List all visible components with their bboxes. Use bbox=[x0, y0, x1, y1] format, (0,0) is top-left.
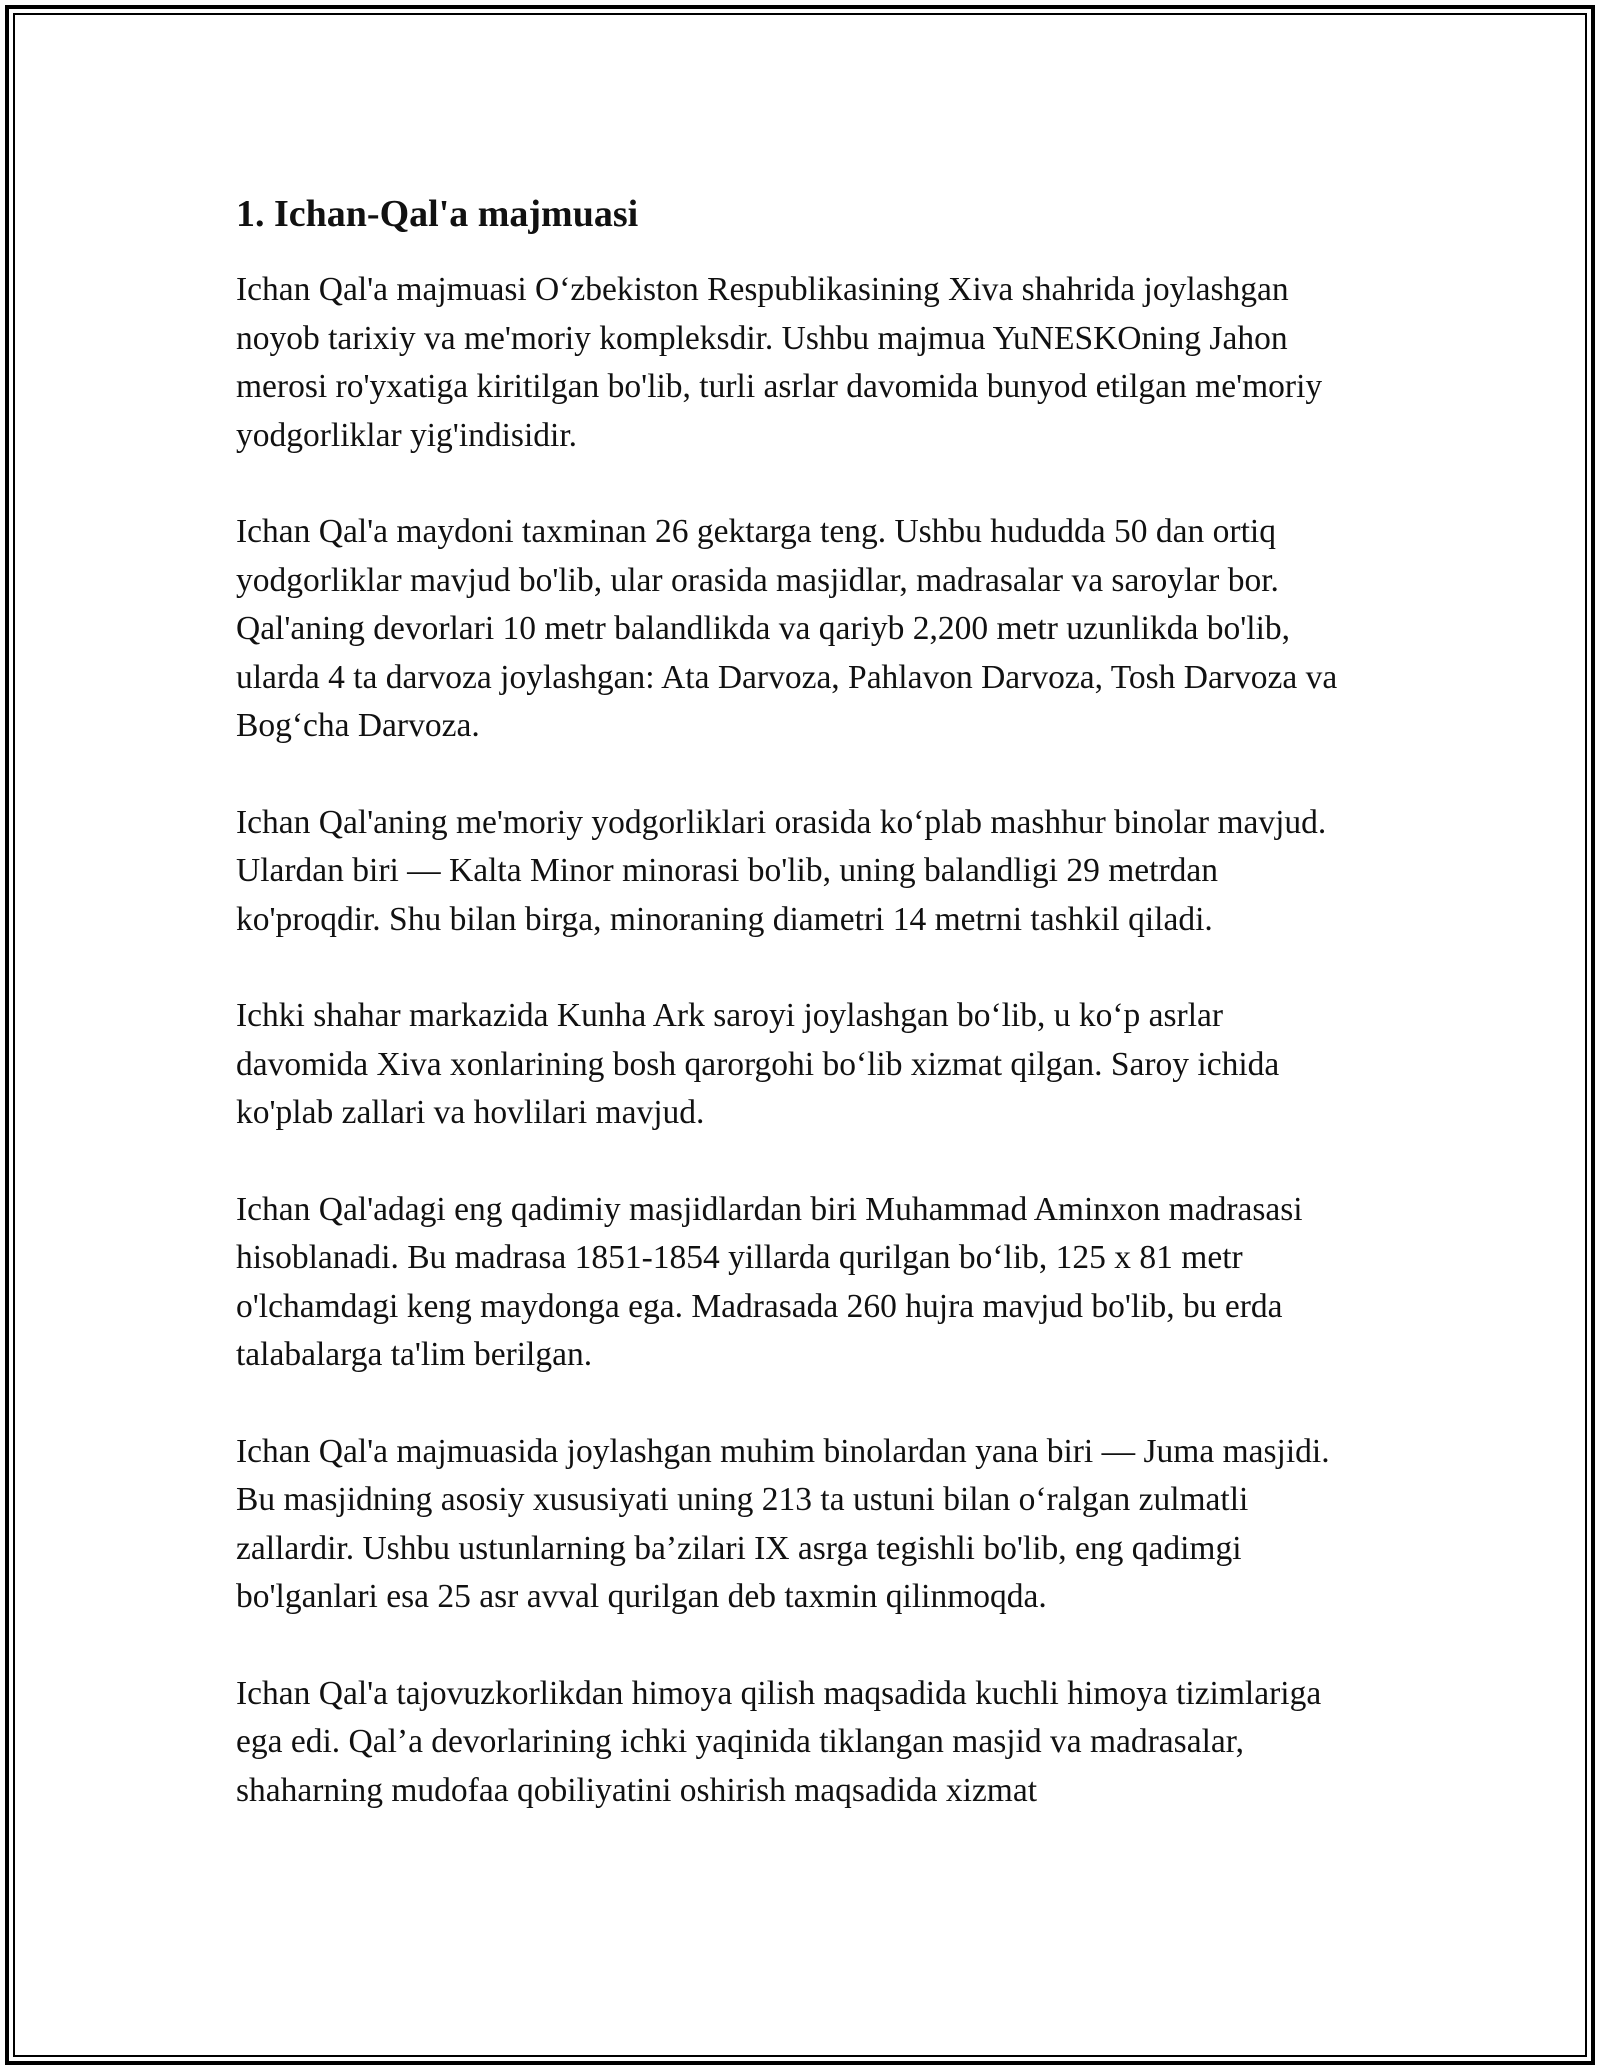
paragraph-kalta-minor: Ichan Qal'aning me'moriy yodgorliklari orasida ko‘plab mashhur binolar mavjud. Ulardan biri — Kalta Minor minorasi bo'lib, uning balandligi 29 metrdan ko'proqdir. Shu bilan birga, minoraning diametri 14 metrni tashkil qiladi. bbox=[236, 803, 1327, 938]
paragraph-madrasa: Ichan Qal'adagi eng qadimiy masjidlardan biri Muhammad Aminxon madrasasi hisoblanadi. Bu madrasa 1851-1854 yillarda qurilgan bo‘lib, 125 x 81 metr o'lchamdagi keng maydonga ega. Madrasada 260 hujra mavjud bo'lib, bu erda talabalarga ta'lim berilgan. bbox=[236, 1190, 1303, 1373]
section-heading: 1. Ichan-Qal'a majmuasi bbox=[236, 193, 639, 235]
document-body bbox=[236, 186, 1356, 1863]
paragraph-intro: Ichan Qal'a majmuasi O‘zbekiston Respublikasining Xiva shahrida joylashgan noyob tarixiy va me'moriy kompleksdir. Ushbu majmua YuNESKOning Jahon merosi ro'yxatiga kiritilgan bo'lib, turli asrlar davomida bunyod etilgan me'moriy yodgorliklar yig'indisidir. bbox=[236, 271, 1323, 454]
paragraph-defense: Ichan Qal'a tajovuzkorlikdan himoya qilish maqsadida kuchli himoya tizimlariga ega edi. Qal’a devorlarining ichki yaqinida tiklangan masjid va madrasalar, shaharning mudofaa qobiliyatini oshirish maqsadida xizmat bbox=[236, 1674, 1322, 1809]
paragraph-area-walls: Ichan Qal'a maydoni taxminan 26 gektarga teng. Ushbu hududda 50 dan ortiq yodgorliklar mavjud bo'lib, ular orasida masjidlar, madrasalar va saroylar bor. Qal'aning devorlari 10 metr balandlikda va qariyb 2,200 metr uzunlikda bo'lib, ularda 4 ta darvoza joylashgan: Ata Darvoza, Pahlavon Darvoza, Tosh Darvoza va Bog‘cha Darvoza. bbox=[236, 513, 1338, 744]
paragraph-kunha-ark: Ichki shahar markazida Kunha Ark saroyi joylashgan bo‘lib, u ko‘p asrlar davomida Xiva xonlarining bosh qarorgohi bo‘lib xizmat qilgan. Saroy ichida ko'plab zallari va hovlilari mavjud. bbox=[236, 997, 1280, 1131]
paragraph-juma-mosque: Ichan Qal'a majmuasida joylashgan muhim binolardan yana biri — Juma masjidi. Bu masjidning asosiy xususiyati uning 213 ta ustuni bilan o‘ralgan zulmatli zallardir. Ushbu ustunlarning ba’zilari IX asrga tegishli bo'lib, eng qadimgi bo'lganlari esa 25 asr avval qurilgan deb taxmin qilinmoqda. bbox=[236, 1432, 1330, 1615]
